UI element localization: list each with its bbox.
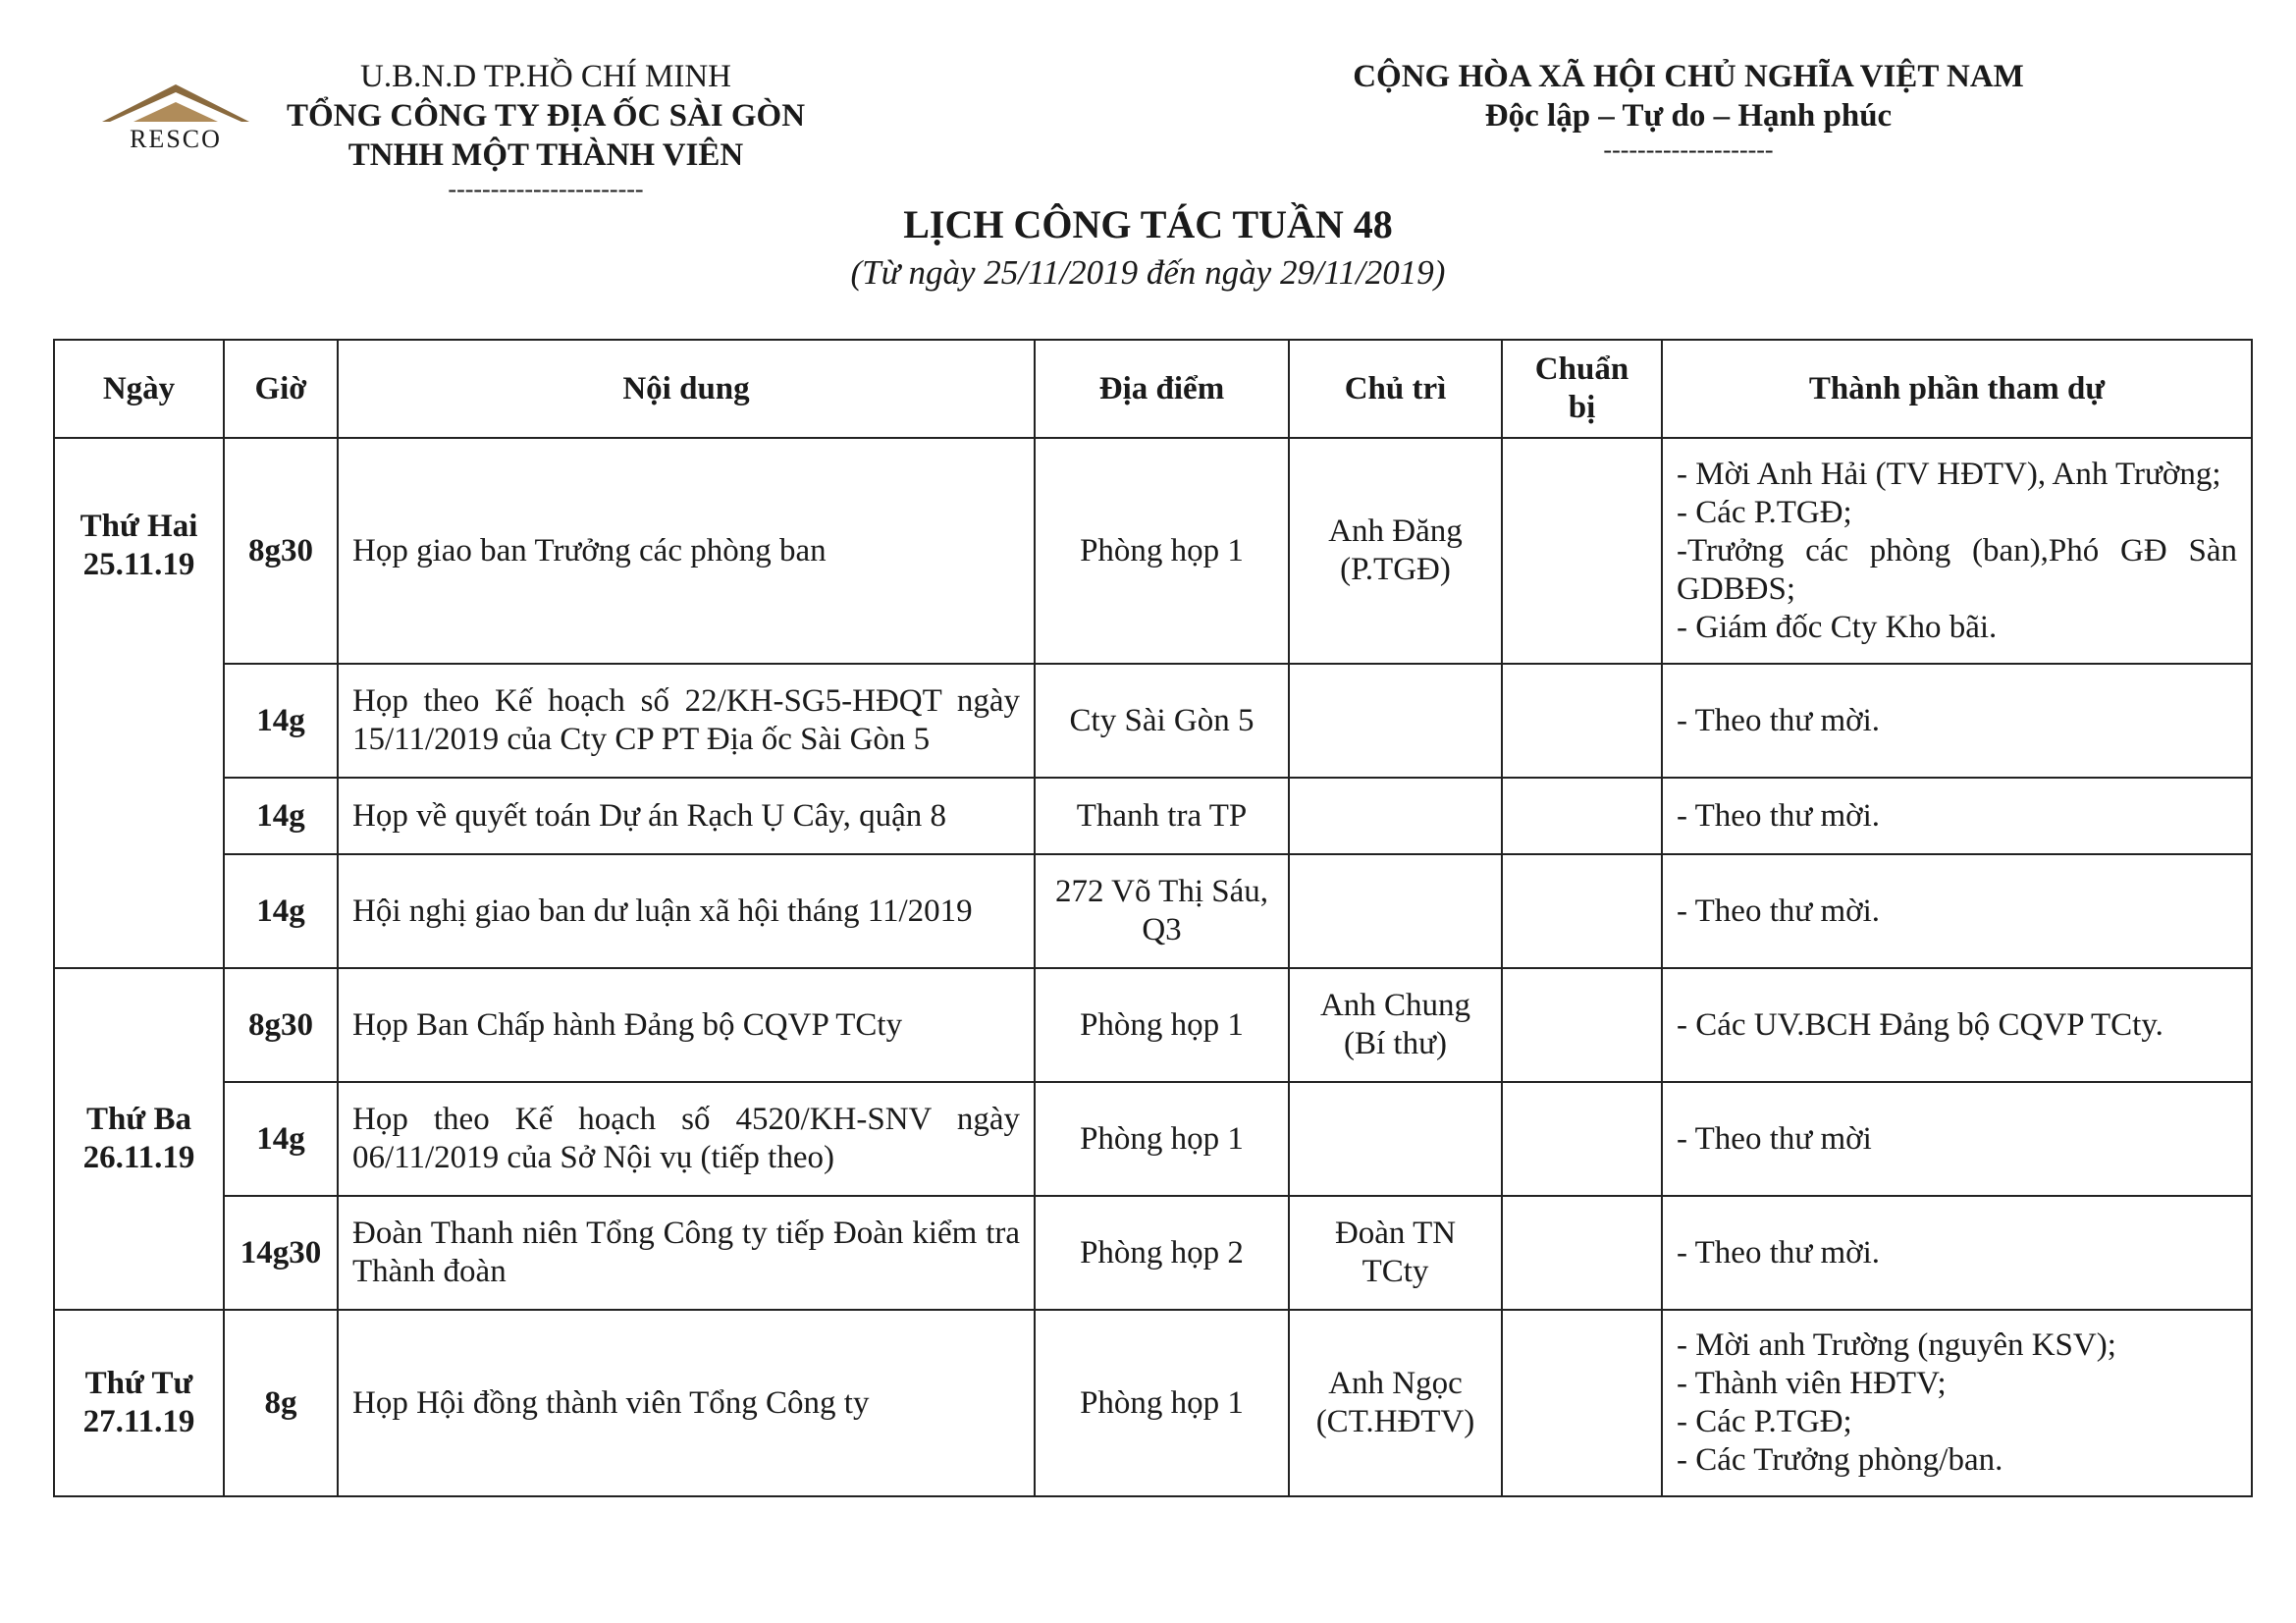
attendee-line: - Các Trưởng phòng/ban. [1677, 1442, 2003, 1478]
table-row [54, 854, 2252, 968]
header-place: Địa điểm [1035, 340, 1289, 438]
attendee-line: - Theo thư mời. [1677, 702, 1881, 738]
motto: Độc lập – Tự do – Hạnh phúc [1484, 98, 1893, 134]
content-cell: Họp theo Kế hoạch số 4520/KH-SNV ngày 06/11/2019 của Sở Nội vụ (tiếp theo) [338, 1082, 1035, 1196]
place-cell: 272 Võ Thị Sáu, Q3 [1035, 854, 1289, 968]
schedule-table [53, 339, 2253, 1497]
day-cell [54, 438, 224, 968]
attendee-line: - Theo thư mời [1677, 1120, 1872, 1157]
host-cell: Anh Đăng (P.TGĐ) [1289, 438, 1502, 664]
day-name: Thứ Ba [86, 1102, 191, 1137]
attendees-cell [1662, 1082, 2252, 1196]
attendees-cell [1662, 968, 2252, 1082]
content-cell: Họp theo Kế hoạch số 22/KH-SG5-HĐQT ngày 15/11/2019 của Cty CP PT Địa ốc Sài Gòn 5 [338, 664, 1035, 778]
attendee-line: - Các UV.BCH Đảng bộ CQVP TCty. [1677, 1006, 2163, 1043]
day-cell [54, 968, 224, 1310]
attendees-cell [1662, 438, 2252, 664]
content-cell: Họp Hội đồng thành viên Tổng Công ty [338, 1310, 1035, 1496]
country-name: CỘNG HÒA XÃ HỘI CHỦ NGHĨA VIỆT NAM [1353, 59, 2024, 94]
org-divider: ----------------------- [448, 175, 644, 203]
time-cell: 14g [224, 664, 338, 778]
time-cell: 14g [224, 778, 338, 854]
table-row [54, 778, 2252, 854]
prep-cell [1502, 854, 1662, 968]
time-cell: 14g [224, 854, 338, 968]
day-cell [54, 1310, 224, 1496]
time-cell: 14g30 [224, 1196, 338, 1310]
document-subtitle: (Từ ngày 25/11/2019 đến ngày 29/11/2019) [850, 253, 1446, 292]
attendees-cell [1662, 1196, 2252, 1310]
host-cell: Anh Ngọc (CT.HĐTV) [1289, 1310, 1502, 1496]
resco-logo [94, 73, 257, 151]
prep-cell [1502, 968, 1662, 1082]
header-left [94, 57, 840, 204]
host-cell [1289, 664, 1502, 778]
prep-cell [1502, 1082, 1662, 1196]
attendee-line: -Trưởng các phòng (ban),Phó GĐ Sàn GDBĐS; [1677, 532, 2237, 607]
attendee-line: - Mời anh Trường (nguyên KSV); [1677, 1327, 2116, 1363]
attendee-line: - Theo thư mời. [1677, 797, 1881, 834]
place-cell: Phòng họp 1 [1035, 1310, 1289, 1496]
attendee-line: - Mời Anh Hải (TV HĐTV), Anh Trường; [1677, 456, 2221, 492]
day-date: 25.11.19 [82, 547, 195, 582]
prep-cell [1502, 1196, 1662, 1310]
table-row [54, 438, 2252, 664]
table-row [54, 664, 2252, 778]
national-motto [1335, 57, 2042, 165]
host-cell: Đoàn TN TCty [1289, 1196, 1502, 1310]
content-cell: Đoàn Thanh niên Tổng Công ty tiếp Đoàn kiểm tra Thành đoàn [338, 1196, 1035, 1310]
host-cell [1289, 778, 1502, 854]
header-attendees: Thành phần tham dự [1662, 340, 2252, 438]
time-cell: 14g [224, 1082, 338, 1196]
prep-cell [1502, 664, 1662, 778]
header-content: Nội dung [338, 340, 1035, 438]
day-name: Thứ Hai [80, 509, 198, 544]
table-row [54, 1310, 2252, 1496]
place-cell: Phòng họp 1 [1035, 968, 1289, 1082]
place-cell: Phòng họp 1 [1035, 438, 1289, 664]
content-cell: Hội nghị giao ban dư luận xã hội tháng 11/2019 [338, 854, 1035, 968]
org-line-1: U.B.N.D TP.HỒ CHÍ MINH [359, 59, 731, 94]
header-host: Chủ trì [1289, 340, 1502, 438]
host-cell: Anh Chung (Bí thư) [1289, 968, 1502, 1082]
time-cell: 8g30 [224, 968, 338, 1082]
header-prep: Chuẩn bị [1502, 340, 1662, 438]
attendees-cell [1662, 778, 2252, 854]
table-row [54, 968, 2252, 1082]
time-cell: 8g [224, 1310, 338, 1496]
document-title: LỊCH CÔNG TÁC TUẦN 48 [903, 202, 1393, 246]
header-time: Giờ [224, 340, 338, 438]
motto-divider: -------------------- [1603, 135, 1774, 164]
content-cell: Họp giao ban Trưởng các phòng ban [338, 438, 1035, 664]
prep-cell [1502, 1310, 1662, 1496]
place-cell: Phòng họp 2 [1035, 1196, 1289, 1310]
place-cell: Cty Sài Gòn 5 [1035, 664, 1289, 778]
host-cell [1289, 1082, 1502, 1196]
org-line-2: TỔNG CÔNG TY ĐỊA ỐC SÀI GÒN [286, 98, 806, 134]
logo-text: RESCO [130, 125, 222, 151]
attendees-cell [1662, 1310, 2252, 1496]
place-cell: Phòng họp 1 [1035, 1082, 1289, 1196]
content-cell: Họp Ban Chấp hành Đảng bộ CQVP TCty [338, 968, 1035, 1082]
attendees-cell [1662, 664, 2252, 778]
attendee-line: - Thành viên HĐTV; [1677, 1366, 1947, 1401]
attendee-line: - Các P.TGĐ; [1677, 494, 1852, 530]
organization-name [251, 57, 840, 204]
attendees-cell [1662, 854, 2252, 968]
table-header-row [54, 340, 2252, 438]
day-date: 26.11.19 [82, 1140, 195, 1175]
place-cell: Thanh tra TP [1035, 778, 1289, 854]
host-cell [1289, 854, 1502, 968]
table-row [54, 1082, 2252, 1196]
table-row [54, 1196, 2252, 1310]
org-line-3: TNHH MỘT THÀNH VIÊN [347, 137, 744, 173]
prep-cell [1502, 778, 1662, 854]
attendee-line: - Giám đốc Cty Kho bãi. [1677, 609, 1998, 645]
attendee-line: - Các P.TGĐ; [1677, 1404, 1852, 1439]
attendee-line: - Theo thư mời. [1677, 893, 1881, 929]
attendee-line: - Theo thư mời. [1677, 1234, 1881, 1271]
day-date: 27.11.19 [82, 1404, 195, 1439]
prep-cell [1502, 438, 1662, 664]
day-name: Thứ Tư [84, 1366, 193, 1401]
time-cell: 8g30 [224, 438, 338, 664]
header-day: Ngày [54, 340, 224, 438]
content-cell: Họp về quyết toán Dự án Rạch Ụ Cây, quận 8 [338, 778, 1035, 854]
